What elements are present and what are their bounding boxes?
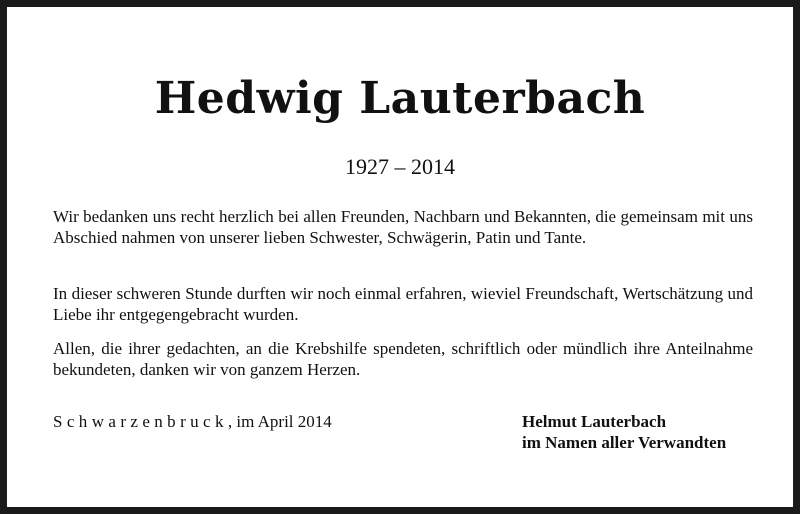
signature-note: im Namen aller Verwandten xyxy=(522,433,727,452)
place-name: Schwarzenbruck xyxy=(53,412,228,431)
deceased-name: Hedwig Lauterbach xyxy=(154,73,646,124)
date-text: , im April 2014 xyxy=(227,412,332,431)
signature-name: Helmut Lauterbach xyxy=(522,412,667,431)
signature-block xyxy=(522,411,726,453)
thanks-paragraph: Wir bedanken uns recht herzlich bei allen Freunden, Nachbarn und Bekannten, die gemeinsam mit uns Abschied nahmen von unserer lieben Schwester, Schwägerin, Patin und Tante. xyxy=(53,207,753,247)
place-and-date xyxy=(53,411,332,432)
donation-paragraph: Allen, die ihrer gedachten, an die Krebshilfe spendeten, schriftlich oder mündlich ihre Anteilnahme bekundeten, danken wir von ganzem Herzen. xyxy=(53,339,753,379)
experience-paragraph: In dieser schweren Stunde durften wir noch einmal erfahren, wieviel Freundschaft, Wertschätzung und Liebe ihr entgegengebracht wurden. xyxy=(53,284,753,324)
life-dates: 1927 – 2014 xyxy=(345,154,455,179)
